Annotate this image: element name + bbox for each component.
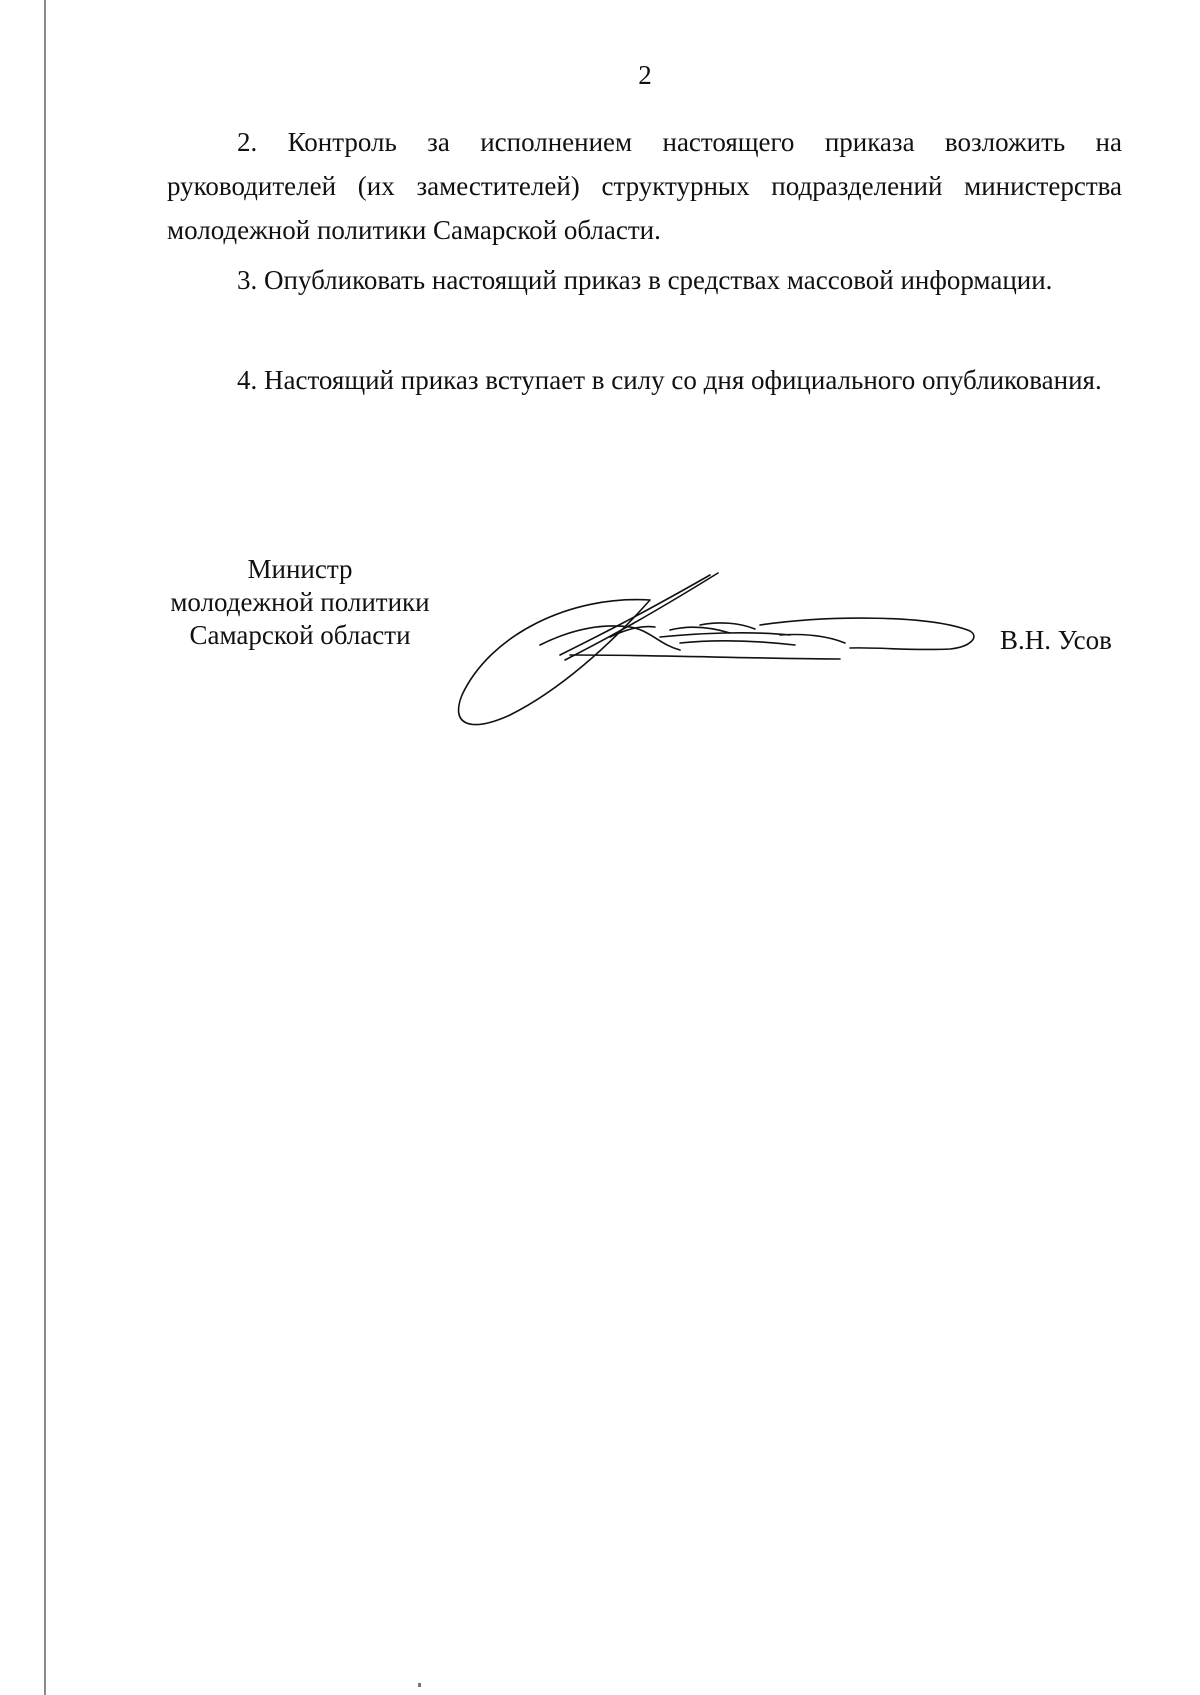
handwritten-signature: [450, 555, 1020, 730]
signatory-title-line: Министр: [247, 554, 353, 584]
signatory-name: В.Н. Усов: [1000, 625, 1112, 655]
signatory-title-line: Самарской области: [189, 620, 411, 650]
page-edge-line: [44, 0, 46, 1695]
page-number: 2: [638, 60, 652, 90]
signatory-title-line: молодежной политики: [170, 587, 430, 617]
scan-speck: [418, 1683, 421, 1687]
paragraph-item-2: 2. Контроль за исполнением настоящего приказа возложить на руководителей (их заместителей) структурных подразделений министерства молодежной политики Самарской области.: [167, 127, 1122, 245]
signatory-title: [150, 553, 450, 652]
paragraph-item-4: 4. Настоящий приказ вступает в силу со дня официального опубликования.: [237, 365, 1102, 395]
paragraph-item-3: 3. Опубликовать настоящий приказ в средствах массовой информации.: [237, 265, 1053, 295]
